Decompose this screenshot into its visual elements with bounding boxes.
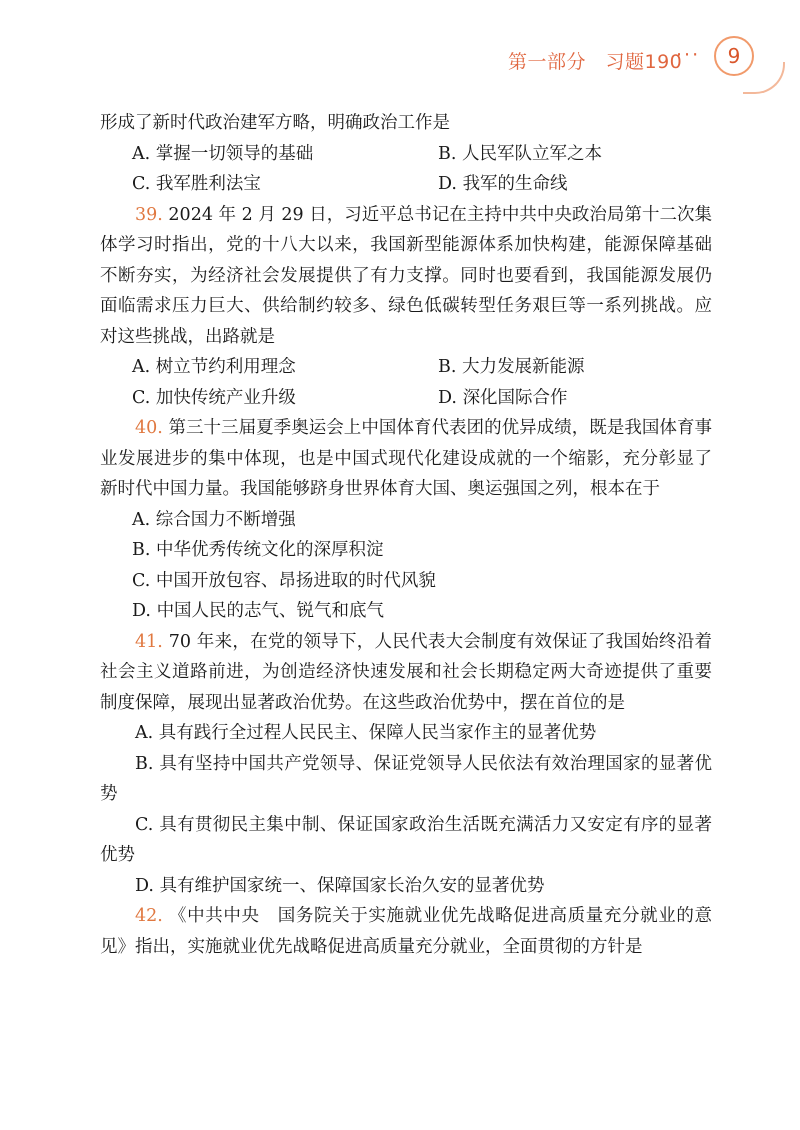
page-number: 9 [727,44,741,68]
q38-option-b: B. 人民军队立军之本 [438,143,603,164]
q40-number: 40. [135,418,163,438]
q39-options-row-1 [100,352,712,383]
q40-stem: 40. 第三十三届夏季奥运会上中国体育代表团的优异成绩，既是我国体育事业发展进步的集中体现，也是中国式现代化建设成就的一个缩影，充分彰显了新时代中国力量。我国能够跻身世界体育大国、奥运强国之列，根本在于 [100,418,712,499]
q39-option-d: D. 深化国际合作 [438,387,568,408]
q39-number: 39. [135,204,163,225]
q39-option-c: C. 加快传统产业升级 [132,387,296,408]
q39-stem: 39. 2024 年 2 月 29 日，习近平总书记在主持中共中央政治局第十二次集体学习时指出，党的十八大以来，我国新型能源体系加快构建，能源保障基础不断夯实，为经济社会发展提供了有力支撑。同时也要看到，我国能源发展仍面临需求压力巨大、供给制约较多、绿色低碳转型任务艰巨等一系列挑战。应对这些挑战，出路就是 [100,204,712,347]
q39-option-b: B. 大力发展新能源 [438,357,585,377]
q41-number: 41. [135,631,163,652]
q40-option-d: D. 中国人民的志气、锐气和底气 [132,601,385,621]
q41-option-b: B. 具有坚持中国共产党领导、保证党领导人民依法有效治理国家的显著优势 [100,753,712,804]
q38-option-c: C. 我军胜利法宝 [132,174,261,194]
decorative-arc [743,62,785,94]
q38-option-d: D. 我军的生命线 [438,174,568,194]
q42-stem: 42. 《中共中央 国务院关于实施就业优先战略促进高质量充分就业的意见》指出，实施就业优先战略促进高质量充分就业，全面贯彻的方针是 [100,906,712,957]
page-content [100,108,712,962]
q40-option-a: A. 综合国力不断增强 [132,509,296,530]
q38-options-row-2 [100,169,712,200]
q40-option-c: C. 中国开放包容、昂扬进取的时代风貌 [132,570,436,591]
header-dots: ··· [676,44,701,66]
q41-option-a: A. 具有践行全过程人民民主、保障人民当家作主的显著优势 [135,723,597,743]
q39-option-a: A. 树立节约利用理念 [132,357,296,377]
q38-options-row-1 [100,139,712,170]
page-header [0,0,800,110]
q41-stem: 41. 70 年来，在党的领导下，人民代表大会制度有效保证了我国始终沿着社会主义道路前进，为创造经济快速发展和社会长期稳定两大奇迹提供了重要制度保障，展现出显著政治优势。在这些政治优势中，摆在首位的是 [100,631,712,713]
q42-number: 42. [135,906,163,926]
q38-option-a: A. 掌握一切领导的基础 [132,143,314,164]
q38-continuation: 形成了新时代政治建军方略，明确政治工作是 [100,113,450,133]
section-title: 第一部分 习题190 [508,51,683,73]
q39-options-row-2 [100,383,712,414]
q41-option-c: C. 具有贯彻民主集中制、保证国家政治生活既充满活力又安定有序的显著优势 [100,814,712,865]
q41-option-d: D. 具有维护国家统一、保障国家长治久安的显著优势 [135,875,545,896]
q40-option-b: B. 中华优秀传统文化的深厚积淀 [132,540,384,560]
